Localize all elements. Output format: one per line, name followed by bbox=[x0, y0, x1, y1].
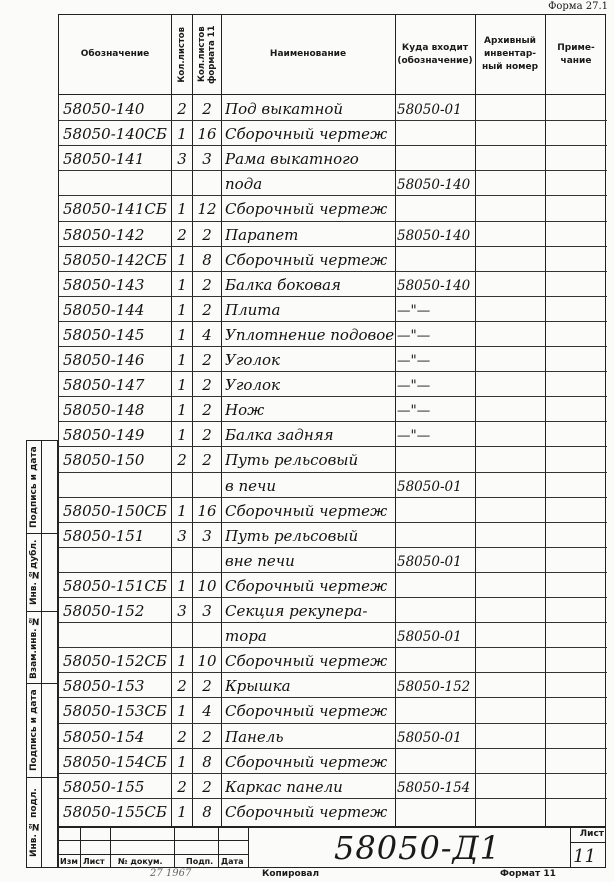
row-where bbox=[397, 146, 475, 170]
label-data: Дата bbox=[221, 857, 244, 866]
row-where: 58050-01 bbox=[397, 553, 462, 570]
row-name: Плита bbox=[225, 300, 281, 319]
row-format-sheets: 10 bbox=[197, 652, 217, 671]
row-where: 58050-01 bbox=[397, 729, 462, 746]
row-format-sheets: 2 bbox=[202, 401, 212, 420]
row-sheets: 1 bbox=[177, 125, 187, 144]
table-row bbox=[59, 723, 607, 748]
row-where bbox=[397, 573, 475, 597]
side-label-signature-date-top: Подпись и дата bbox=[29, 446, 39, 528]
row-name: Сборочный чертеж bbox=[225, 250, 388, 269]
row-name: Сборочный чертеж bbox=[225, 501, 388, 520]
row-where bbox=[397, 447, 475, 471]
side-label-vzam-inv: Взам.инв. № bbox=[29, 615, 39, 679]
row-format-sheets: 2 bbox=[202, 300, 212, 319]
form-number: Форма 27.1 bbox=[548, 1, 608, 12]
row-code: 58050-153СБ bbox=[63, 702, 167, 721]
row-code: 58050-153 bbox=[63, 677, 145, 696]
row-code bbox=[63, 171, 171, 195]
row-format-sheets: 10 bbox=[197, 576, 217, 595]
row-format-sheets bbox=[193, 623, 221, 647]
row-format-sheets: 2 bbox=[202, 100, 212, 119]
header-where: Куда входит (обозначение) bbox=[397, 42, 473, 66]
row-format-sheets: 16 bbox=[197, 125, 217, 144]
row-code: 58050-145 bbox=[63, 325, 145, 344]
row-where: —"— bbox=[397, 378, 431, 395]
row-code: 58050-140СБ bbox=[63, 125, 167, 144]
table-row bbox=[59, 145, 607, 170]
row-sheets: 1 bbox=[177, 702, 187, 721]
row-sheets: 1 bbox=[177, 250, 187, 269]
row-format-sheets: 2 bbox=[202, 275, 212, 294]
table-row bbox=[59, 547, 607, 572]
row-where: —"— bbox=[397, 353, 431, 370]
row-format-sheets: 3 bbox=[202, 526, 212, 545]
row-code: 58050-154 bbox=[63, 727, 145, 746]
row-code: 58050-147 bbox=[63, 376, 145, 395]
row-code: 58050-148 bbox=[63, 401, 145, 420]
document-number: 58050-Д1 bbox=[334, 829, 501, 867]
row-where: —"— bbox=[397, 302, 431, 319]
row-name: Панель bbox=[225, 727, 284, 746]
row-format-sheets: 2 bbox=[202, 376, 212, 395]
row-where bbox=[397, 247, 475, 271]
side-label-inv-dubl: Инв. №дубл. bbox=[29, 539, 39, 605]
row-name: Сборочный чертеж bbox=[225, 200, 388, 219]
table-row bbox=[59, 597, 607, 622]
row-format-sheets: 2 bbox=[202, 426, 212, 445]
row-format-sheets: 4 bbox=[202, 325, 212, 344]
row-code: 58050-152 bbox=[63, 602, 145, 621]
row-format-sheets bbox=[193, 473, 221, 497]
row-name: Крышка bbox=[225, 677, 291, 696]
row-where: —"— bbox=[397, 428, 431, 445]
row-name: вне печи bbox=[225, 551, 295, 570]
footer-scribble: 27 1967 bbox=[150, 868, 192, 879]
row-name: Нож bbox=[225, 401, 265, 420]
sheet-label: Лист bbox=[579, 829, 604, 839]
table-row bbox=[59, 396, 607, 421]
row-sheets: 2 bbox=[177, 677, 187, 696]
row-name: Путь рельсовый bbox=[225, 451, 359, 470]
row-sheets bbox=[172, 548, 192, 572]
table-row bbox=[59, 95, 607, 120]
row-sheets: 2 bbox=[177, 727, 187, 746]
row-sheets: 3 bbox=[177, 526, 187, 545]
row-where bbox=[397, 121, 475, 145]
document-table bbox=[58, 14, 606, 868]
row-code: 58050-150 bbox=[63, 451, 145, 470]
row-code: 58050-141 bbox=[63, 150, 145, 169]
footer-format: Формат 11 bbox=[500, 869, 556, 879]
table-row bbox=[59, 522, 607, 547]
row-name: Уплотнение подовое bbox=[225, 325, 395, 344]
row-name: Под выкатной bbox=[225, 100, 344, 119]
row-where bbox=[397, 498, 475, 522]
row-format-sheets: 2 bbox=[202, 225, 212, 244]
row-sheets: 1 bbox=[177, 401, 187, 420]
row-where bbox=[397, 598, 475, 622]
row-code bbox=[63, 473, 171, 497]
row-name: Сборочный чертеж bbox=[225, 125, 388, 144]
table-row bbox=[59, 572, 607, 597]
row-name: Сборочный чертеж bbox=[225, 576, 388, 595]
row-code: 58050-142 bbox=[63, 225, 145, 244]
table-row bbox=[59, 346, 607, 371]
table-row bbox=[59, 221, 607, 246]
row-sheets: 1 bbox=[177, 576, 187, 595]
label-doc-no: № докум. bbox=[118, 857, 163, 866]
row-name: Сборочный чертеж bbox=[225, 652, 388, 671]
table-row bbox=[59, 748, 607, 773]
row-sheets bbox=[172, 473, 192, 497]
label-izm: Изм bbox=[60, 857, 78, 866]
table-row bbox=[59, 672, 607, 697]
row-code: 58050-142СБ bbox=[63, 250, 167, 269]
row-sheets: 1 bbox=[177, 351, 187, 370]
row-sheets: 1 bbox=[177, 275, 187, 294]
sheet-number: 11 bbox=[573, 846, 596, 867]
row-format-sheets bbox=[193, 171, 221, 195]
row-where: 58050-154 bbox=[397, 779, 471, 796]
table-row bbox=[59, 321, 607, 346]
row-name: тора bbox=[225, 627, 267, 646]
row-code: 58050-141СБ bbox=[63, 200, 167, 219]
header-archive: Архивный инвентар-ный номер bbox=[481, 36, 539, 72]
table-row bbox=[59, 170, 607, 195]
label-list: Лист bbox=[83, 857, 105, 866]
row-format-sheets: 8 bbox=[202, 802, 212, 821]
row-format-sheets: 16 bbox=[197, 501, 217, 520]
row-sheets: 1 bbox=[177, 300, 187, 319]
table-row bbox=[59, 798, 607, 823]
table-row bbox=[59, 773, 607, 798]
row-sheets: 2 bbox=[177, 225, 187, 244]
label-podp: Подп. bbox=[186, 857, 214, 866]
row-sheets: 1 bbox=[177, 501, 187, 520]
row-where bbox=[397, 196, 475, 220]
row-code bbox=[63, 623, 171, 647]
row-where: —"— bbox=[397, 327, 431, 344]
row-name: в печи bbox=[225, 476, 277, 495]
row-name: Сборочный чертеж bbox=[225, 802, 388, 821]
row-format-sheets: 3 bbox=[202, 150, 212, 169]
table-row bbox=[59, 497, 607, 522]
row-where: 58050-152 bbox=[397, 679, 471, 696]
row-where: 58050-01 bbox=[397, 478, 462, 495]
table-row bbox=[59, 622, 607, 647]
row-name: Балка задняя bbox=[225, 426, 334, 445]
row-code: 58050-149 bbox=[63, 426, 145, 445]
row-code: 58050-140 bbox=[63, 100, 145, 119]
row-name: Уголок bbox=[225, 376, 280, 395]
row-sheets: 1 bbox=[177, 652, 187, 671]
header-note: Приме-чание bbox=[557, 42, 595, 66]
footer-kopiroval: Копировал bbox=[262, 869, 320, 879]
table-row bbox=[59, 472, 607, 497]
table-row bbox=[59, 371, 607, 396]
table-row bbox=[59, 271, 607, 296]
row-where bbox=[397, 648, 475, 672]
row-name: Сборочный чертеж bbox=[225, 702, 388, 721]
row-sheets: 1 bbox=[177, 426, 187, 445]
row-code: 58050-152СБ bbox=[63, 652, 167, 671]
row-format-sheets: 8 bbox=[202, 752, 212, 771]
row-format-sheets: 2 bbox=[202, 777, 212, 796]
table-row bbox=[59, 697, 607, 722]
row-format-sheets: 3 bbox=[202, 602, 212, 621]
row-code: 58050-154СБ bbox=[63, 752, 167, 771]
row-code: 58050-155 bbox=[63, 777, 145, 796]
row-where: 58050-01 bbox=[397, 102, 462, 119]
row-where: 58050-140 bbox=[397, 227, 471, 244]
header-designation: Обозначение bbox=[80, 49, 150, 59]
row-sheets bbox=[172, 171, 192, 195]
header-sheets-format: Кол.листов формата 11 bbox=[196, 25, 217, 84]
row-name: Секция рекупера- bbox=[225, 602, 368, 621]
row-name: Уголок bbox=[225, 351, 280, 370]
row-code: 58050-150СБ bbox=[63, 501, 167, 520]
row-name: Парапет bbox=[225, 225, 299, 244]
row-name: Каркас панели bbox=[225, 777, 343, 796]
row-name: Путь рельсовый bbox=[225, 526, 359, 545]
row-name: Рама выкатного bbox=[225, 150, 359, 169]
row-sheets: 2 bbox=[177, 451, 187, 470]
footer-format-value: 11 bbox=[543, 869, 556, 879]
row-where: —"— bbox=[397, 403, 431, 420]
header-name: Наименование bbox=[269, 49, 347, 59]
row-code: 58050-144 bbox=[63, 300, 145, 319]
table-row bbox=[59, 120, 607, 145]
row-format-sheets: 8 bbox=[202, 250, 212, 269]
title-block bbox=[58, 826, 606, 868]
row-format-sheets: 4 bbox=[202, 702, 212, 721]
row-code: 58050-151 bbox=[63, 526, 145, 545]
row-format-sheets bbox=[193, 548, 221, 572]
row-format-sheets: 12 bbox=[197, 200, 217, 219]
row-sheets: 2 bbox=[177, 777, 187, 796]
side-stamp bbox=[26, 440, 58, 868]
row-sheets: 1 bbox=[177, 802, 187, 821]
row-code: 58050-146 bbox=[63, 351, 145, 370]
row-format-sheets: 2 bbox=[202, 677, 212, 696]
row-where bbox=[397, 698, 475, 722]
table-row bbox=[59, 421, 607, 446]
side-label-inv-podl: Инв. № подл. bbox=[29, 788, 39, 858]
table-row bbox=[59, 296, 607, 321]
row-format-sheets: 2 bbox=[202, 351, 212, 370]
row-code: 58050-151СБ bbox=[63, 576, 167, 595]
row-sheets: 1 bbox=[177, 325, 187, 344]
row-where bbox=[397, 799, 475, 823]
row-code bbox=[63, 548, 171, 572]
row-sheets: 3 bbox=[177, 150, 187, 169]
row-name: пода bbox=[225, 175, 263, 194]
row-sheets: 3 bbox=[177, 602, 187, 621]
row-sheets bbox=[172, 623, 192, 647]
side-label-signature-date-bottom: Подпись и дата bbox=[29, 689, 39, 771]
row-sheets: 1 bbox=[177, 200, 187, 219]
row-format-sheets: 2 bbox=[202, 451, 212, 470]
row-name: Сборочный чертеж bbox=[225, 752, 388, 771]
row-code: 58050-155СБ bbox=[63, 802, 167, 821]
row-where: 58050-140 bbox=[397, 277, 471, 294]
row-code: 58050-143 bbox=[63, 275, 145, 294]
row-where bbox=[397, 523, 475, 547]
table-row bbox=[59, 195, 607, 220]
row-sheets: 2 bbox=[177, 100, 187, 119]
table-row bbox=[59, 246, 607, 271]
row-sheets: 1 bbox=[177, 376, 187, 395]
header-sheets: Кол.листов bbox=[176, 26, 187, 83]
row-format-sheets: 2 bbox=[202, 727, 212, 746]
table-row bbox=[59, 446, 607, 471]
row-sheets: 1 bbox=[177, 752, 187, 771]
row-name: Балка боковая bbox=[225, 275, 341, 294]
row-where bbox=[397, 749, 475, 773]
row-where: 58050-140 bbox=[397, 177, 471, 194]
table-row bbox=[59, 647, 607, 672]
row-where: 58050-01 bbox=[397, 629, 462, 646]
